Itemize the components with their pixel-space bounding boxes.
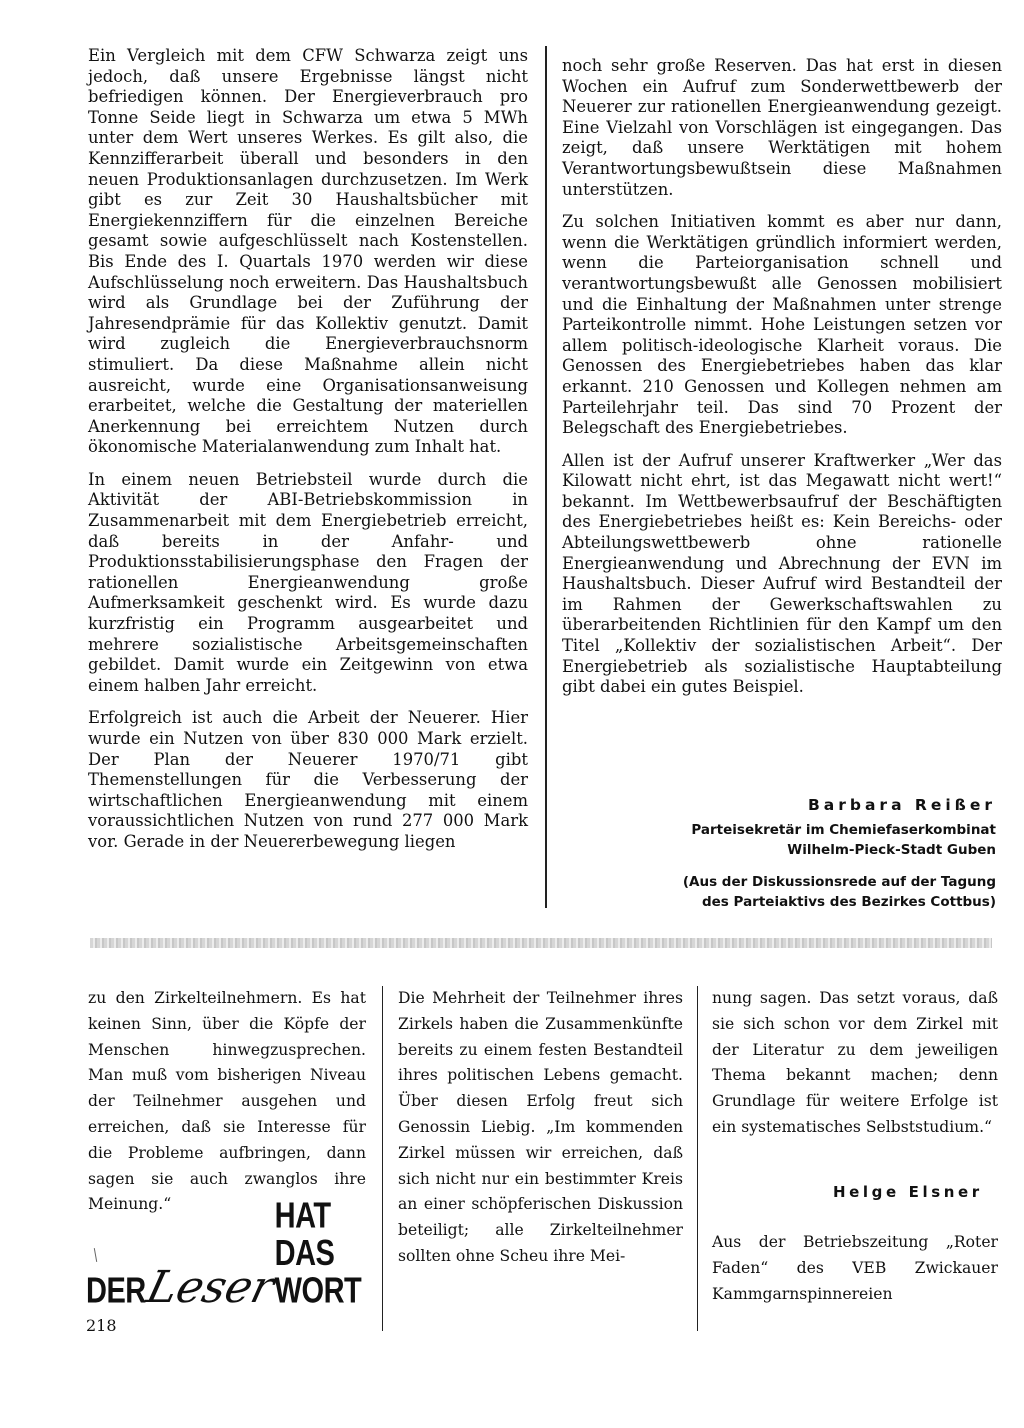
role-line: Wilhelm-Pieck-Stadt Guben: [787, 842, 996, 858]
source-line: (Aus der Diskussionsrede auf der Tagung: [682, 874, 996, 890]
role-line: Parteisekretär im Chemiefaserkombinat: [691, 822, 996, 838]
paragraph: noch sehr große Reserven. Das hat erst in diesen Wochen ein Aufruf zum Sonderwettbewerb der Neuerer zur rationellen Energieanwendung gezeigt. Eine Vielzahl von Vorschlägen ist eingegangen. Das zeigt, daß unsere Werktätigen mit hohem Verantwortungsbewußtsein diese Maßnahmen unterstützen.: [562, 56, 1002, 199]
logo-text: HAT DAS WORT: [274, 1196, 362, 1312]
paragraph: nung sagen. Das setzt voraus, daß sie sich schon vor dem Zirkel mit der Literatur zu dem jeweiligen Thema bekannt machen; denn Grundlage für weitere Erfolge ist ein systematisches Selbststudium.“: [712, 989, 998, 1136]
section-divider: [90, 938, 992, 948]
paragraph: In einem neuen Betriebsteil wurde durch die Aktivität der ABI-Betriebskommission in Zusammenarbeit mit dem Energiebetrieb erreicht, daß bereits in der Anfahr- und Produktionsstabilisierungsphase den Fragen der rationellen Energieanwendung große Aufmerksamkeit geschenkt wird. Es wurde dazu kurzfristig ein Programm ausgearbeitet und mehrere sozialistische Arbeitsgemeinschaften gebildet. Damit wurde ein Zeitgewinn von etwa einem halben Jahr erreicht.: [88, 469, 528, 695]
column-divider: [697, 986, 698, 1331]
paragraph: Ein Vergleich mit dem CFW Schwarza zeigt uns jedoch, daß unsere Ergebnisse längst nicht befriedigen können. Der Energieverbrauch pro Tonne Seide liegt in Schwarza um etwa 5 MWh unter dem Wert unseres Werkes. Es gilt also, die Kennzifferarbeit überall und besonders in den neuen Produktionsanlagen durchzusetzen. Im Werk gibt es zur Zeit 30 Haushaltsbücher mit Energiekennziffern für die einzelnen Bereiche gesamt sowie aufgeschlüsselt nach Kostenstellen. Bis Ende des I. Quartals 1970 werden wir diese Aufschlüsselung noch erweitern. Das Haushaltsbuch wird als Grundlage bei der Zuführung der Jahresendprämie für das Kollektiv genutzt. Damit wird zugleich die Energieverbrauchsnorm stimuliert. Da diese Maßnahme allein nicht ausreicht, wurde eine Organisationsanweisung erarbeitet, welche die Gestaltung der materiellen Anerkennung bei erreichtem Nutzen durch ökonomische Materialanwendung zum Inhalt hat.: [88, 46, 528, 457]
paragraph: Erfolgreich ist auch die Arbeit der Neuerer. Hier wurde ein Nutzen von über 830 000 Mark erzielt. Der Plan der Neuerer 1970/71 gibt Themenstellungen für die Verbesserung der wirtschaftlichen Energieanwendung mit einem voraussichtlichen Nutzen von rund 277 000 Mark vor. Gerade in der Neuererbewegung liegen: [88, 708, 528, 851]
paragraph: Allen ist der Aufruf unserer Kraftwerker „Wer das Kilowatt nicht ehrt, ist das Megawatt nicht wert!“ bekannt. Im Wettbewerbsaufruf der Beschäftigten des Energiebetriebes heißt es: Kein Bereichs- oder Abteilungswettbewerb ohne rationelle Energieanwendung und Abrechnung der EVN im Haushaltsbuch. Dieser Aufruf wird Bestandteil der im Rahmen der Gewerkschaftswahlen zu überarbeitenden Richtlinien für den Kampf um den Titel „Kollektiv der sozialistischen Arbeit“. Der Energiebetrieb als sozialistische Hauptabteilung gibt dabei ein gutes Beispiel.: [562, 450, 1002, 697]
bottom-article-column-1: [88, 986, 366, 1218]
paragraph: Die Mehrheit der Teilnehmer ihres Zirkels haben die Zusammenkünfte bereits zu einem festen Bestandteil ihres politischen Lebens gemacht. Über diesen Erfolg freut sich Genossin Liebig. „Im kommenden Zirkel müssen wir erreichen, daß sich nicht nur ein bestimmter Kreis an einer schöpferischen Diskussion beteiligt; alle Zirkelteilnehmer sollten ohne Scheu ihre Mei-: [398, 989, 683, 1265]
paragraph: Zu solchen Initiativen kommt es aber nur dann, wenn die Werktätigen gründlich informiert werden, wenn die Parteiorganisation schnell und verantwortungsbewußt alle Genossen mobilisiert und die Einhaltung der Maßnahmen unter strenge Parteikontrolle nimmt. Hohe Leistungen setzen vor allem politisch-ideologische Klarheit voraus. Die Genossen des Energiebetriebes haben das klar erkannt. 210 Genossen und Kollegen nehmen am Parteilehrjahr teil. Das sind 70 Prozent der Belegschaft des Energiebetriebes.: [562, 212, 1002, 438]
top-article-column-right: [562, 56, 1002, 710]
author-signature: Barbara Reißer: [807, 796, 996, 814]
author-signature: Helge Elsner: [833, 1183, 983, 1201]
bottom-article-column-2: [398, 986, 683, 1270]
article-source: Aus der Betriebszeitung „Roter Faden“ des VEB Zwickauer Kammgarnspinnereien: [712, 1233, 998, 1303]
paragraph: zu den Zirkelteilnehmern. Es hat keinen Sinn, über die Köpfe der Menschen hinwegzusprechen. Man muß vom bisherigen Niveau der Teilnehmer ausgehen und erreichen, daß sie Interesse für die Probleme aufbringen, dann sagen sie auch zwanglos ihre Meinung.“: [88, 989, 366, 1214]
article-source: [576, 872, 996, 912]
column-divider: [382, 986, 383, 1331]
top-article-column-left: [88, 46, 528, 865]
author-role: [576, 820, 996, 860]
page-number: 218: [86, 1316, 117, 1335]
bottom-article-column-3: [712, 986, 998, 1141]
logo-script-text: Leser: [141, 1262, 280, 1313]
column-divider: [545, 46, 547, 908]
section-logo: [86, 1196, 366, 1313]
logo-text: DER: [86, 1271, 146, 1312]
source-line: des Parteiaktivs des Bezirkes Cottbus): [701, 894, 996, 910]
